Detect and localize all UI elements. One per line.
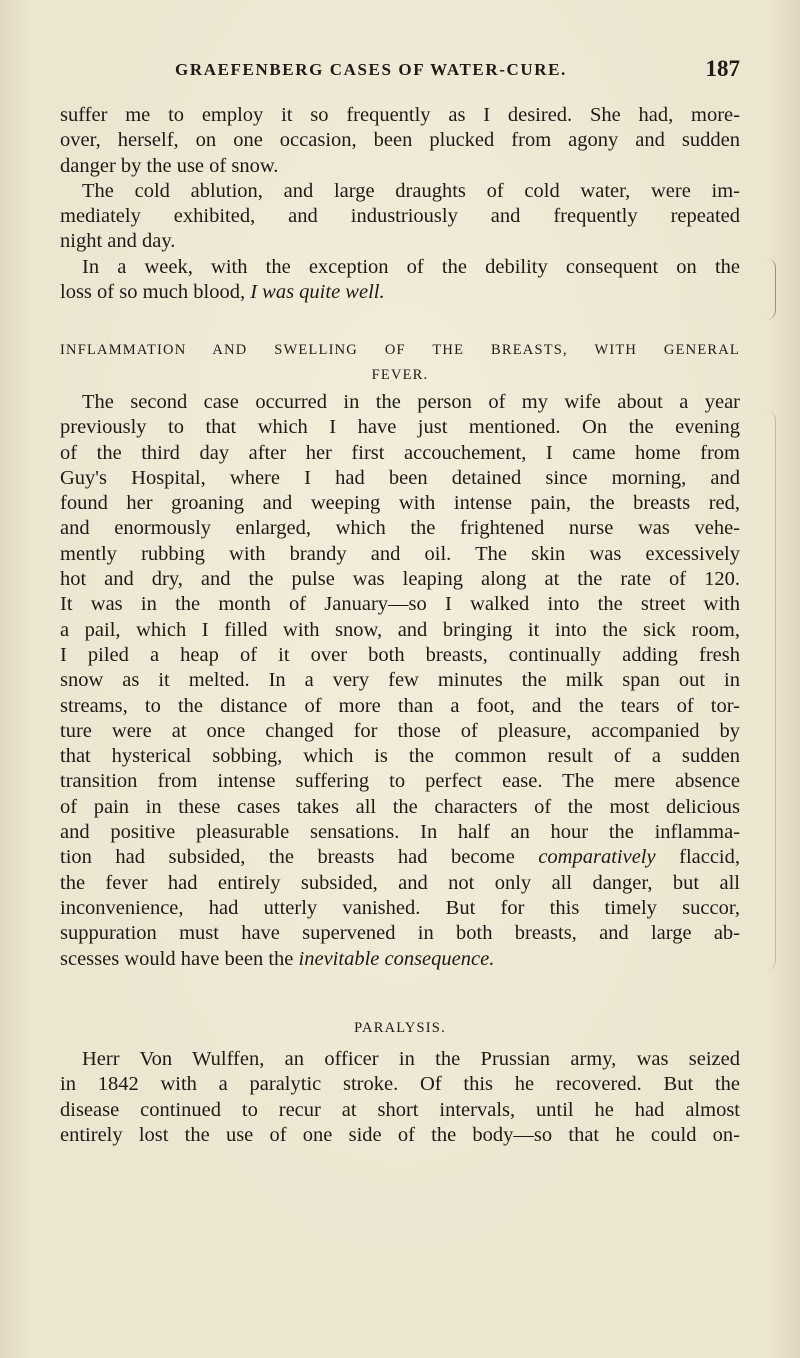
text-line: a pail, which I filled with snow, and bringing it into the sick room,	[60, 618, 740, 641]
text-line: The cold ablution, and large draughts of cold water, were im-	[82, 179, 740, 202]
text-line: streams, to the distance of more than a foot, and the tears of tor-	[60, 694, 740, 717]
text-line: inconvenience, had utterly vanished. But for this timely succor,	[60, 896, 740, 919]
text-line: disease continued to recur at short intervals, until he had almost	[60, 1098, 740, 1121]
text-line: the fever had entirely subsided, and not only all danger, but all	[60, 871, 740, 894]
text-line: It was in the month of January—so I walked into the street with	[60, 593, 740, 616]
text-line: suffer me to employ it so frequently as I desired. She had, more-	[60, 104, 740, 126]
text-line	[60, 280, 740, 305]
text-run: loss of so much blood,	[60, 281, 251, 304]
text-line: mediately exhibited, and industriously and frequently repeated	[60, 205, 740, 228]
running-title: GRAEFENBERG CASES OF WATER-CURE.	[175, 60, 567, 79]
paragraph-block-3	[60, 1047, 740, 1148]
text-line: snow as it melted. In a very few minutes the milk span out in	[60, 669, 740, 692]
text-line: suppuration must have supervened in both breasts, and large ab-	[60, 922, 740, 945]
emphasis-text: inevitable consequence.	[298, 947, 495, 970]
text-line: ture were at once changed for those of pleasure, accompanied by	[60, 719, 740, 742]
emphasis-text: I was quite well.	[250, 281, 385, 304]
page-number: 187	[705, 56, 740, 81]
text-line: Herr Von Wulffen, an officer in the Prussian army, was seized	[82, 1048, 740, 1070]
text-line: danger by the use of snow.	[60, 154, 279, 177]
paragraph-block-1	[60, 103, 740, 305]
margin-bracket	[765, 258, 776, 320]
emphasis-text: comparatively	[538, 846, 656, 869]
text-run: flaccid,	[655, 846, 741, 869]
text-line: found her groaning and weeping with intense pain, the breasts red,	[60, 492, 740, 515]
text-line: night and day.	[60, 230, 176, 253]
text-line: over, herself, on one occasion, been plucked from agony and sudden	[60, 129, 740, 152]
section-heading-paralysis	[60, 1016, 740, 1041]
text-line: entirely lost the use of one side of the body—so that he could on-	[60, 1123, 740, 1146]
text-line: of pain in these cases takes all the characters of the most delicious	[60, 795, 740, 818]
text-run: tion had subsided, the breasts had become	[60, 846, 515, 869]
text-line: and enormously enlarged, which the frightened nurse was vehe-	[60, 517, 740, 540]
text-line: Guy's Hospital, where I had been detained since morning, and	[60, 466, 740, 489]
heading-line: PARALYSIS.	[354, 1020, 446, 1036]
heading-line: INFLAMMATION AND SWELLING OF THE BREASTS, WITH GENERAL	[60, 342, 740, 358]
text-line	[60, 845, 740, 870]
text-line: hot and dry, and the pulse was leaping along at the rate of 120.	[60, 568, 740, 591]
text-line: of the third day after her first accouchement, I came home from	[60, 441, 740, 464]
text-line: that hysterical sobbing, which is the common result of a sudden	[60, 745, 740, 768]
text-line: previously to that which I have just mentioned. On the evening	[60, 416, 740, 439]
text-line: I piled a heap of it over both breasts, continually adding fresh	[60, 643, 740, 666]
text-line: and positive pleasurable sensations. In half an hour the inflamma-	[60, 821, 740, 844]
text-line: The second case occurred in the person of my wife about a year	[82, 391, 740, 413]
text-run: scesses would have been the	[60, 947, 299, 970]
margin-bracket	[765, 410, 776, 970]
text-line: in 1842 with a paralytic stroke. Of this he recovered. But the	[60, 1073, 740, 1096]
text-line: transition from intense suffering to perfect ease. The mere absence	[60, 770, 740, 793]
text-line: In a week, with the exception of the debility consequent on the	[82, 255, 740, 278]
section-heading-inflammation	[60, 338, 740, 388]
text-line: mently rubbing with brandy and oil. The skin was excessively	[60, 542, 740, 565]
paragraph-block-2	[60, 390, 740, 972]
running-head	[60, 56, 740, 86]
text-line	[60, 947, 740, 972]
heading-line: FEVER.	[371, 367, 429, 383]
